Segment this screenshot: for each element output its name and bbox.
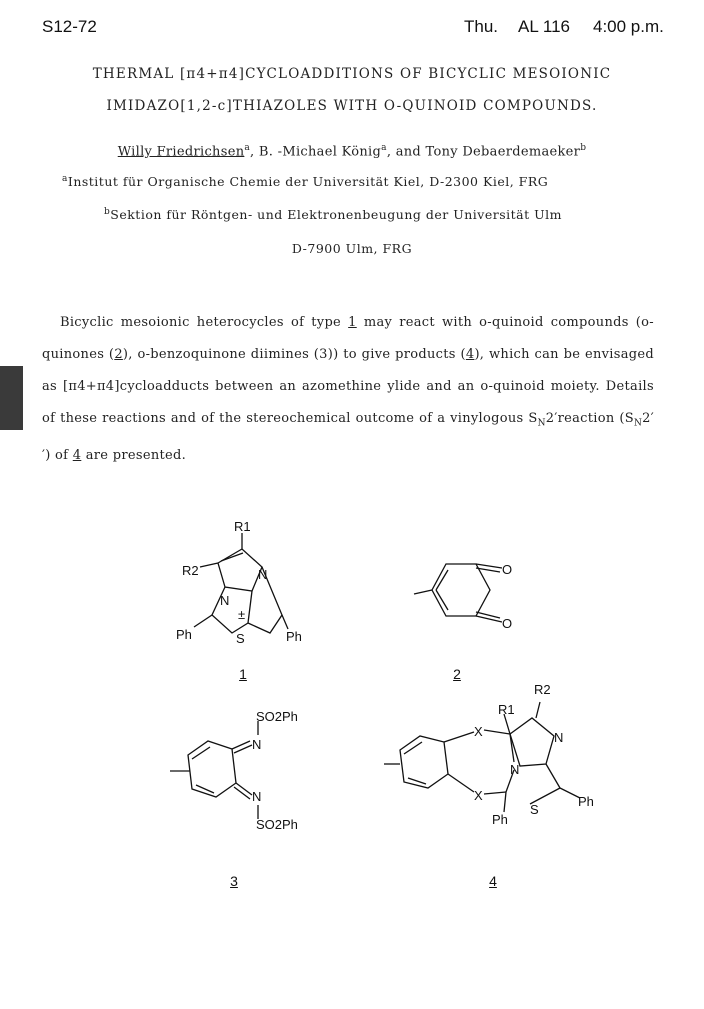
s4-r1: R1 <box>498 702 515 717</box>
s2-oxygen-top: O <box>502 562 513 577</box>
structure-3-label: 3 <box>230 873 238 889</box>
s3-so2ph-bottom: SO2Ph <box>256 817 298 832</box>
s3-so2ph-top: SO2Ph <box>256 709 298 724</box>
affiliation-a-marker: a <box>62 174 68 184</box>
s3-n-bottom: N <box>252 789 262 804</box>
s1-n-ring: N <box>220 593 230 608</box>
author-3: Tony Debaerdemaeker <box>425 144 581 160</box>
abstract-ref-4b: 4 <box>72 447 82 463</box>
affiliation-b <box>104 207 562 222</box>
s1-sulfur: S <box>236 631 245 646</box>
affiliation-a <box>62 174 548 189</box>
scan-edge-mark <box>0 366 23 430</box>
structure-2 <box>398 548 528 648</box>
s1-ph-left: Ph <box>176 627 192 642</box>
title-line-1: THERMAL [π4+π4]CYCLOADDITIONS OF BICYCLIC MESOIONIC <box>92 66 612 82</box>
s1-charge: ± <box>238 607 246 622</box>
session-code: S12-72 <box>42 17 97 36</box>
structure-3 <box>160 705 320 840</box>
author-2-affiliation: a <box>381 143 387 153</box>
author-list: Willy Friedrichsen$^a$, B. -Michael König$^a$, and Tony Debaerdemaeker$^b$ <box>117 143 587 160</box>
affiliation-a-text: Institut für Organische Chemie der Universität Kiel, D-2300 Kiel, FRG <box>67 174 549 190</box>
session-day: Thu. <box>464 17 499 36</box>
s3-n-top: N <box>252 737 262 752</box>
diimine-ring <box>188 741 236 797</box>
affiliation-b-text: Sektion für Röntgen- und Elektronenbeugung der Universität Ulm <box>110 207 563 223</box>
s4-x-top: X <box>474 724 483 739</box>
author-presenting: Willy Friedrichsen <box>117 144 245 160</box>
abstract-ref-2: 2 <box>114 347 123 362</box>
structure-2-label: 2 <box>453 666 461 682</box>
s4-ph-right: Ph <box>578 794 594 809</box>
thiazole-ring-left <box>212 587 252 633</box>
abstract-text-5: 2′reaction (S <box>545 411 634 426</box>
s4-n-right: N <box>554 730 564 745</box>
abstract-text-1: Bicyclic mesoionic heterocycles of type <box>60 315 349 330</box>
abstract-ref-4: 4 <box>465 347 475 362</box>
abstract-text-2: may react with o-quinoid compounds (o-quinones ( <box>42 315 654 362</box>
session-room: AL 116 <box>518 17 570 36</box>
abstract-text-3: ), o-benzoquinone diimines (3)) to give products ( <box>122 347 466 362</box>
s1-r1: R1 <box>234 519 251 534</box>
abstract-sub-2: N <box>633 418 643 429</box>
author-conjunction: and <box>395 144 422 160</box>
structure-1-label: 1 <box>239 666 247 682</box>
benzo-ring <box>400 736 448 788</box>
s1-r2: R2 <box>182 563 199 578</box>
abstract-text-4: ), which can be envisaged as [π4+π4]cycloadducts between an azomethine ylide and an o-quinoid moiety. Details of these reactions and of the stereochemical outcome of a vinylogous S <box>42 347 654 426</box>
affiliation-b-city: D-7900 Ulm, FRG <box>291 241 413 256</box>
s4-r2: R2 <box>534 682 551 697</box>
imidazole-ring <box>218 549 262 591</box>
imidazole-ring-4 <box>510 718 554 766</box>
s1-ph-right: Ph <box>286 629 302 644</box>
affiliation-b-marker: b <box>104 207 111 217</box>
s4-ph-bottom: Ph <box>492 812 508 827</box>
abstract-sub-1: N <box>537 418 546 429</box>
abstract-text-6: 2′′) of <box>42 411 654 463</box>
author-3-affiliation: b <box>580 143 587 153</box>
structure-4-label: 4 <box>489 873 497 889</box>
abstract-ref-1: 1 <box>348 315 357 330</box>
title-line-2: IMIDAZO[1,2-c]THIAZOLES WITH O-QUINOID COMPOUNDS. <box>106 98 598 114</box>
structure-4 <box>380 680 610 830</box>
author-1-affiliation: a <box>244 143 251 153</box>
abstract-body <box>42 307 654 472</box>
s4-n-ring: N <box>510 762 520 777</box>
author-2: B. -Michael König <box>258 144 382 160</box>
quinone-ring <box>432 564 490 616</box>
s2-oxygen-bottom: O <box>502 616 513 631</box>
s4-x-bottom: X <box>474 788 483 803</box>
abstract-text-7: are presented. <box>81 447 187 463</box>
structure-1 <box>170 515 320 655</box>
s1-n-top: N <box>258 567 268 582</box>
session-time: 4:00 p.m. <box>593 17 664 36</box>
s4-sulfur: S <box>530 802 539 817</box>
